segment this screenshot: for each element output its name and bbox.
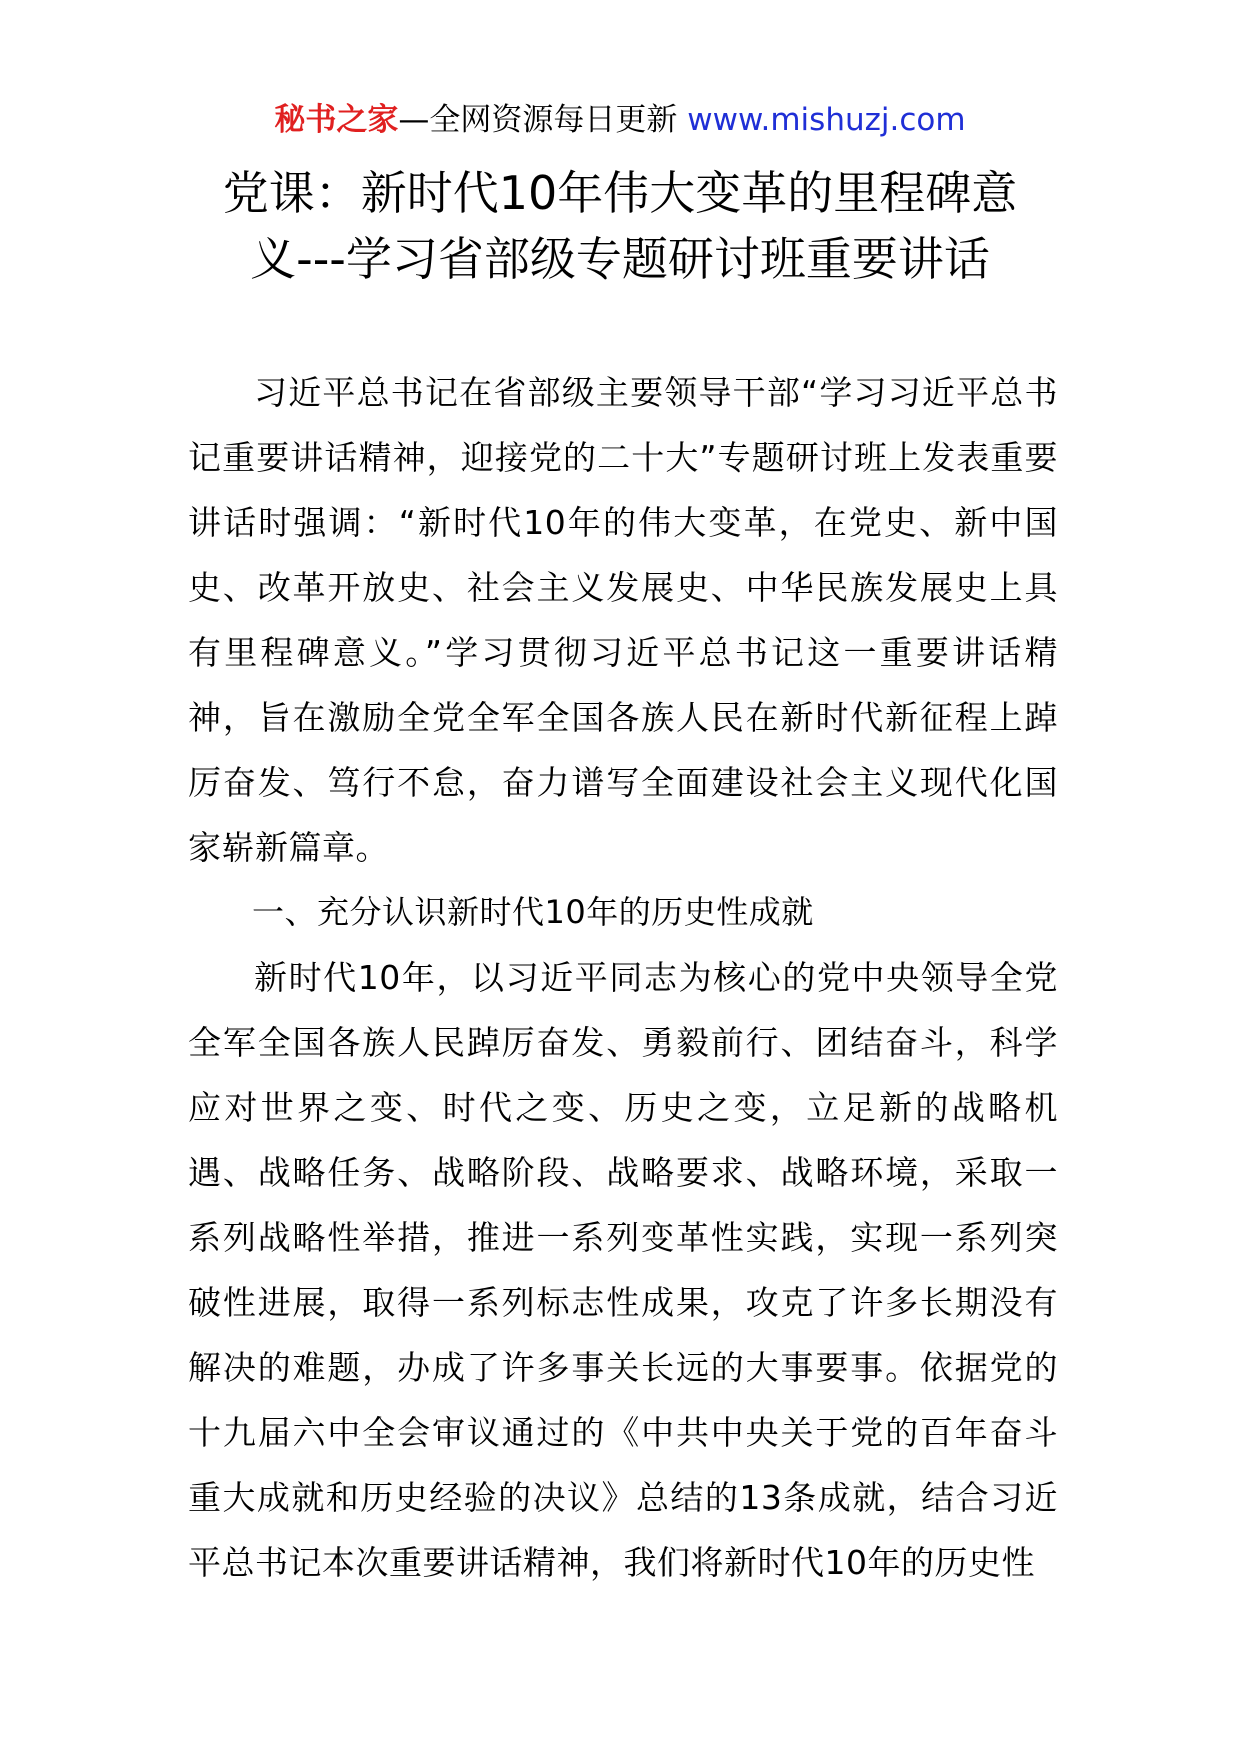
document-title [0, 160, 1240, 292]
site-url-link[interactable]: www.mishuzj.com [687, 102, 966, 138]
intro-paragraph: 习近平总书记在省部级主要领导干部“学习习近平总书记重要讲话精神，迎接党的二十大”专题研讨班上发表重要讲话时强调：“新时代10年的伟大变革，在党史、新中国史、改革开放史、社会主义发展史、中华民族发展史上具有里程碑意义。”学习贯彻习近平总书记这一重要讲话精神，旨在激励全党全军全国各族人民在新时代新征程上踔厉奋发、笃行不怠，奋力谱写全面建设社会主义现代化国家崭新篇章。 [188, 373, 1058, 867]
site-banner [0, 98, 1240, 142]
title-line-1: 党课：新时代10年伟大变革的里程碑意 [222, 166, 1018, 220]
section-1-paragraph: 新时代10年，以习近平同志为核心的党中央领导全党全军全国各族人民踔厉奋发、勇毅前行、团结奋斗，科学应对世界之变、时代之变、历史之变，立足新的战略机遇、战略任务、战略阶段、战略要求、战略环境，采取一系列战略性举措，推进一系列变革性实践，实现一系列突破性进展，取得一系列标志性成果，攻克了许多长期没有解决的难题，办成了许多事关长远的大事要事。依据党的十九届六中全会审议通过的《中共中央关于党的百年奋斗重大成就和历史经验的决议》总结的13条成就，结合习近平总书记本次重要讲话精神，我们将新时代10年的历史性 [188, 958, 1058, 1582]
section-heading-1: 一、充分认识新时代10年的历史性成就 [252, 893, 814, 931]
title-line-2: 义---学习省部级专题研讨班重要讲话 [250, 232, 990, 286]
document-body [188, 360, 1058, 1595]
brand-name: 秘书之家 [274, 102, 399, 138]
banner-tagline: —全网资源每日更新 [398, 102, 688, 138]
